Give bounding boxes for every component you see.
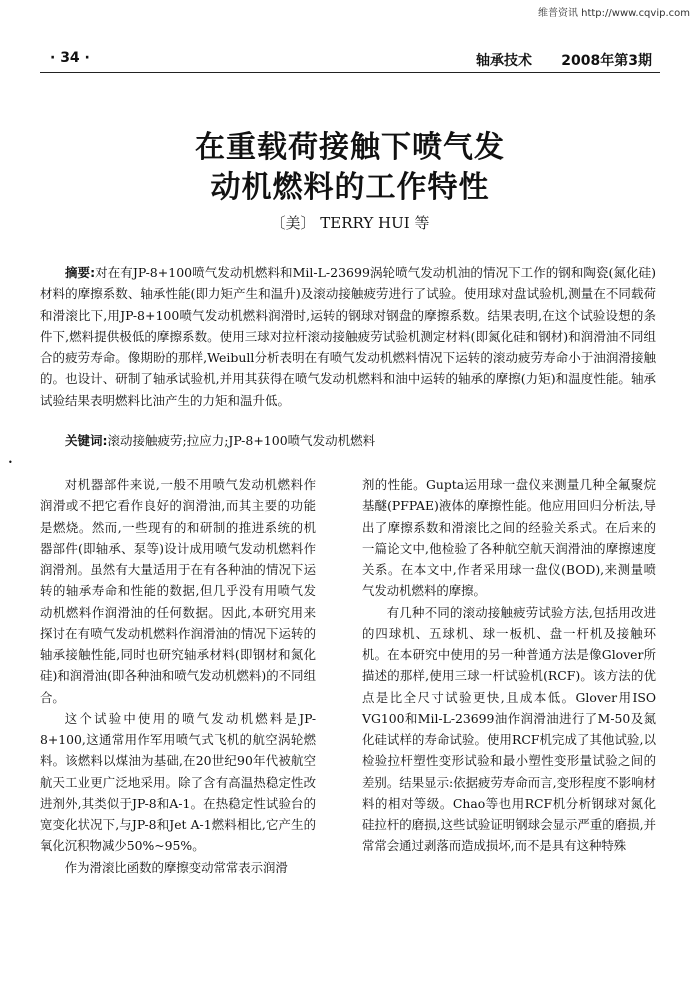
author-line: 〔美〕 TERRY HUI 等 — [270, 214, 430, 232]
journal-name: 轴承技术 — [476, 53, 532, 69]
title-line-1: 在重载荷接触下喷气发 — [195, 130, 505, 165]
paragraph: 作为滑滚比函数的摩擦变动常常表示润滑 — [64, 859, 288, 875]
title-line-2: 动机燃料的工作特性 — [210, 170, 490, 205]
paragraph: 剂的性能。Gupta运用球一盘仪来测量几种全氟聚烷基醚(PFPAE)液体的摩擦性能。他应用回归分析法,导出了摩擦系数和滑滚比之间的经验关系式。在后来的一篇论文中,他检验了各种航空航天润滑油的摩擦速度关系。在本文中,作者采用球一盘仪(BOD),来测量喷气发动机燃料的摩擦。 — [362, 477, 656, 599]
page-number: · 34 · — [50, 50, 90, 66]
abstract-text: 对在有JP-8+100喷气发动机燃料和Mil-L-23699涡轮喷气发动机油的情况下工作的钢和陶瓷(氮化硅)材料的摩擦系数、轴承性能(即力矩产生和温升)及滚动接触疲劳进行了试验。使用球对盘试验机,测量在不同载荷和滑滚比下,用JP-8+100喷气发动机燃料润滑时,运转的钢球对钢盘的摩擦系数。结果表明,在这个试验设想的条件下,燃料提供极低的摩擦系数。使用三球对拉杆滚动接触疲劳试验机测定材料(即氮化硅和钢材)和润滑油不同组合的疲劳寿命。像期盼的那样,Weibull分析表明在有喷气发动机燃料情况下运转的滚动疲劳寿命小于油润滑接触的。也设计、研制了轴承试验机,并用其获得在喷气发动机燃料和油中运转的轴承的摩擦(力矩)和温度性能。轴承试验结果表明燃料比油产生的力矩和温升低。 — [40, 265, 657, 408]
paragraph: 这个试验中使用的喷气发动机燃料是JP-8+100,这通常用作军用喷气式飞机的航空涡轮燃料。该燃料以煤油为基础,在20世纪90年代被航空航天工业更广泛地采用。除了含有高温热稳定性改进剂外,其类似于JP-8和A-1。在热稳定性试验台的宽变化状况下,与JP-8和Jet A-1燃料相比,它产生的氧化沉积物减少50%~95%。 — [40, 710, 316, 854]
article-title — [0, 128, 700, 208]
page-header — [50, 48, 652, 70]
issue-label: 2008年第3期 — [561, 53, 652, 69]
keywords-text: 滚动接触疲劳;拉应力;JP-8+100喷气发动机燃料 — [107, 433, 376, 448]
right-column — [362, 474, 656, 857]
left-column — [40, 474, 316, 878]
header-rule — [40, 72, 660, 73]
watermark: 维普资讯 http://www.cqvip.com — [537, 8, 690, 19]
abstract-label: 摘要: — [65, 265, 96, 280]
margin-dot: • — [8, 458, 13, 467]
keywords-label: 关键词: — [65, 433, 108, 448]
paragraph: 对机器部件来说,一般不用喷气发动机燃料作润滑或不把它看作良好的润滑油,而其主要的功能是燃烧。然而,一些现有的和研制的推进系统的机器部件(即轴承、泵等)设计成用喷气发动机燃料作润滑剂。虽然有大量适用于在有各种油的情况下运转的轴承寿命和性能的数据,但几乎没有用喷气发动机燃料作润滑油的任何数据。因此,本研究用来探讨在有喷气发动机燃料作润滑油的情况下运转的轴承接触性能,同时也研究轴承材料(即钢材和氮化硅)和润滑油(即各种油和喷气发动机燃料)的不同组合。 — [40, 477, 316, 705]
paragraph: 有几种不同的滚动接触疲劳试验方法,包括用改进的四球机、五球机、球一板机、盘一杆机及接触环机。在本研究中使用的另一种普通方法是像Glover所描述的那样,使用三球一杆试验机(RCF)。该方法的优点是比全尺寸试验更快,且成本低。Glover用ISO VG100和Mil-L-23699油作润滑油进行了M-50及氮化硅试样的寿命试验。使用RCF机完成了其他试验,以检验拉杆塑性变形试验和最小塑性变形量试验之间的差别。结果显示:依据疲劳寿命而言,变形程度不影响材料的相对等级。Chao等也用RCF机分析钢球对氮化硅拉杆的磨损,这些试验证明钢球会显示严重的磨损,并常常会通过剥落而造成损坏,而不是具有这种特殊 — [362, 604, 656, 854]
abstract — [40, 262, 656, 411]
keywords — [40, 430, 656, 451]
